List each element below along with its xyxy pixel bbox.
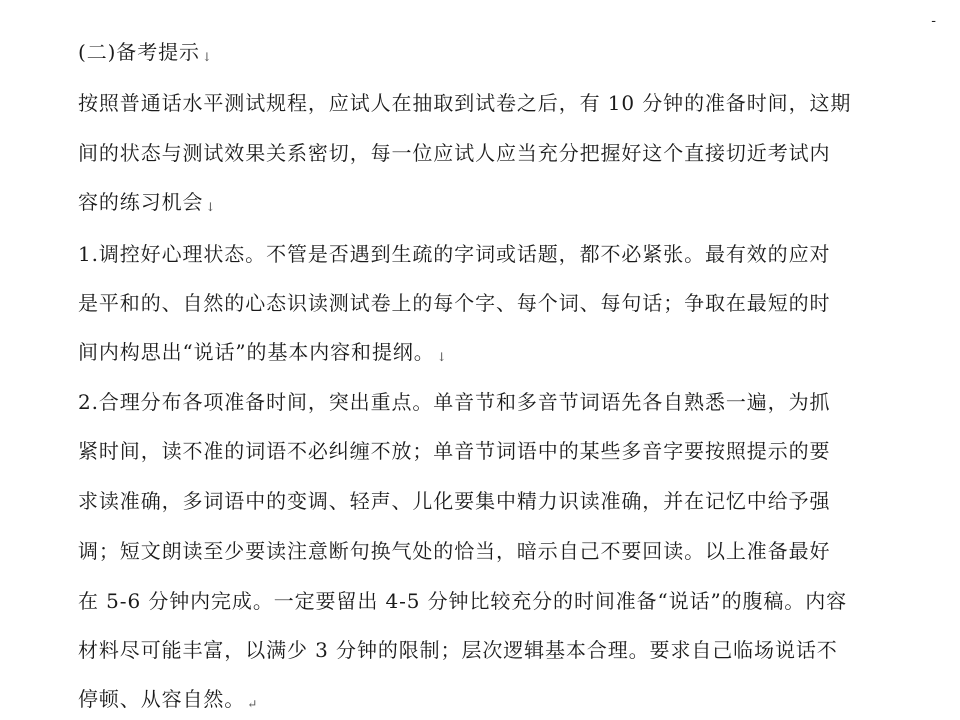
paragraph-line: 调；短文朗读至少要读注意断句换气处的恰当，暗示自己不要回读。以上准备最好 xyxy=(78,539,831,563)
paragraph-line: 间内构思出“说话”的基本内容和提纲。 ↓ xyxy=(78,340,448,364)
paragraph-line: 停顿、从容自然。 ↵ xyxy=(78,687,259,711)
paragraph-mark: ↓ xyxy=(205,200,217,214)
paragraph-line: 紧时间，读不准的词语不必纠缠不放；单音节词语中的某些多音字要按照提示的要 xyxy=(78,439,831,463)
paragraph-line: 容的练习机会 ↓ xyxy=(78,190,217,214)
paragraph-line: 求读准确，多词语中的变调、轻声、儿化要集中精力识读准确，并在记忆中给予强 xyxy=(78,489,831,513)
paragraph-line: 间的状态与测试效果关系密切，每一位应试人应当充分把握好这个直接切近考试内 xyxy=(78,141,831,165)
paragraph-line: 按照普通话水平测试规程，应试人在抽取到试卷之后，有 10 分钟的准备时间，这期 xyxy=(78,91,852,115)
corner-mark: - xyxy=(931,13,936,29)
paragraph-mark: ↓ xyxy=(436,350,448,364)
paragraph-line: 1.调控好心理状态。不管是否遇到生疏的字词或话题，都不必紧张。最有效的应对 xyxy=(78,242,831,266)
paragraph-line: 2.合理分布各项准备时间，突出重点。单音节和多音节词语先各自熟悉一遍，为抓 xyxy=(78,390,831,414)
paragraph-mark: ↓ xyxy=(201,50,213,64)
paragraph-line: 材料尽可能丰富，以满少 3 分钟的限制；层次逻辑基本合理。要求自己临场说话不 xyxy=(78,638,838,662)
paragraph-line: 是平和的、自然的心态识读测试卷上的每个字、每个词、每句话；争取在最短的时 xyxy=(78,291,831,315)
return-mark: ↵ xyxy=(247,697,259,711)
section-heading: (二)备考提示 ↓ xyxy=(78,40,213,64)
paragraph-line: 在 5-6 分钟内完成。一定要留出 4-5 分钟比较充分的时间准备“说话”的腹稿。内容 xyxy=(78,589,847,613)
